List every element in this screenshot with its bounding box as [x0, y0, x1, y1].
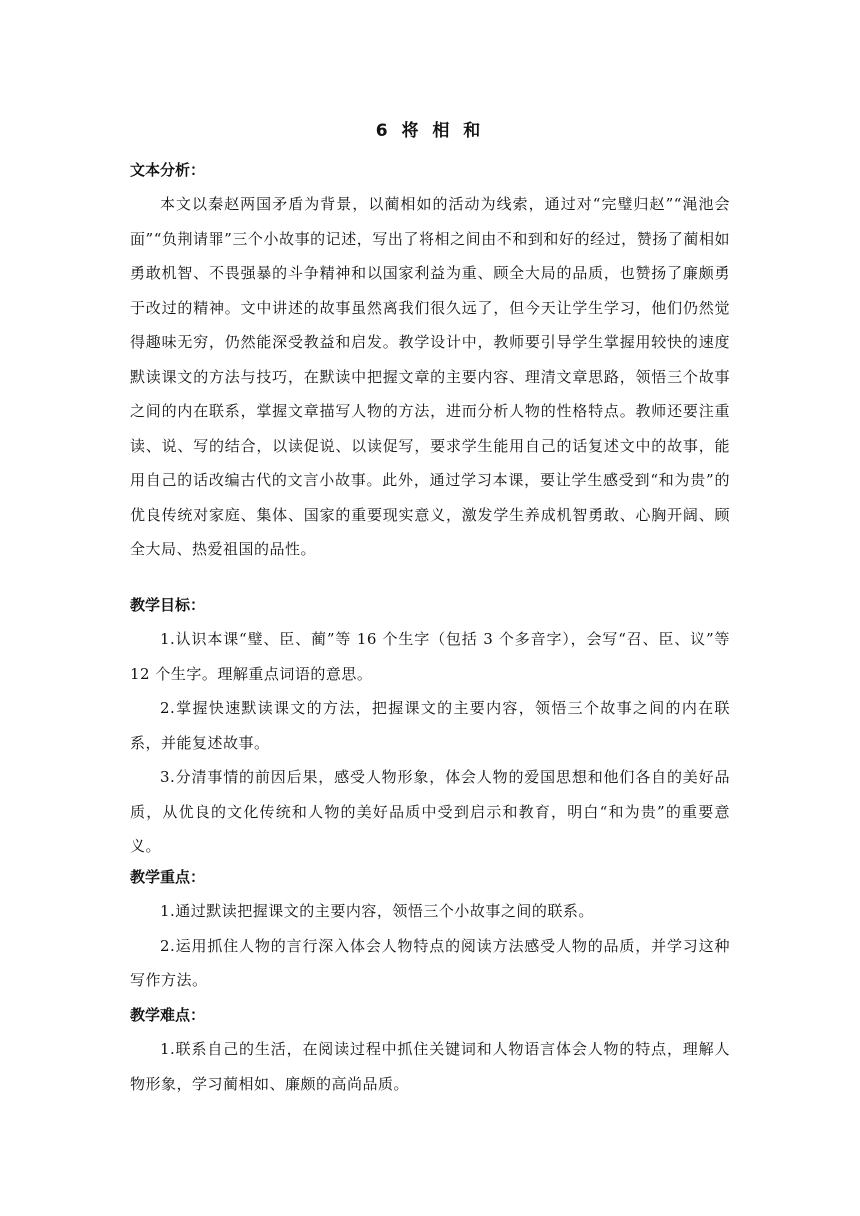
section-heading-key-points: 教学重点：	[130, 868, 206, 886]
page-title: 6 将 相 和	[375, 121, 485, 141]
section-goals	[130, 588, 730, 864]
goal-item: 2.掌握快速默读课文的方法，把握课文的主要内容，领悟三个故事之间的内在联系，并能复述故事。	[130, 699, 730, 752]
section-heading-goals: 教学目标：	[130, 596, 206, 614]
section-heading-analysis: 文本分析：	[130, 161, 206, 179]
goal-item: 3.分清事情的前因后果，感受人物形象，体会人物的爱国思想和他们各自的美好品质，从优良的文化传统和人物的美好品质中受到启示和教育，明白“和为贵”的重要意义。	[130, 768, 730, 855]
section-heading-difficulties: 教学难点：	[130, 1006, 206, 1024]
section-difficulties	[130, 998, 730, 1101]
key-point-item: 1.通过默读把握课文的主要内容，领悟三个小故事之间的联系。	[160, 902, 594, 920]
key-point-item: 2.运用抓住人物的言行深入体会人物特点的阅读方法感受人物的品质，并学习这种写作方法。	[130, 936, 730, 989]
goal-item: 1.认识本课“璧、臣、蔺”等 16 个生字（包括 3 个多音字），会写“召、臣、议”等 12 个生字。理解重点词语的意思。	[130, 630, 730, 683]
section-key-points	[130, 860, 730, 998]
difficulty-item: 1.联系自己的生活，在阅读过程中抓住关键词和人物语言体会人物的特点，理解人物形象，学习蔺相如、廉颇的高尚品质。	[130, 1040, 730, 1093]
analysis-paragraph: 本文以秦赵两国矛盾为背景，以蔺相如的活动为线索，通过对“完璧归赵”“渑池会面”“负荆请罪”三个小故事的记述，写出了将相之间由不和到和好的经过，赞扬了蔺相如勇敢机智、不畏强暴的斗争精神和以国家利益为重、顾全大局的品质，也赞扬了廉颇勇于改过的精神。文中讲述的故事虽然离我们很久远了，但今天让学生学习，他们仍然觉得趣味无穷，仍然能深受教益和启发。教学设计中，教师要引导学生掌握用较快的速度默读课文的方法与技巧，在默读中把握文章的主要内容、理清文章思路，领悟三个故事之间的内在联系，掌握文章描写人物的方法，进而分析人物的性格特点。教师还要注重读、说、写的结合，以读促说、以读促写，要求学生能用自己的话复述文中的故事，能用自己的话改编古代的文言小故事。此外，通过学习本课，要让学生感受到“和为贵”的优良传统对家庭、集体、国家的重要现实意义，激发学生养成机智勇敢、心胸开阔、顾全大局、热爱祖国的品性。	[130, 195, 730, 558]
section-analysis	[130, 153, 730, 567]
